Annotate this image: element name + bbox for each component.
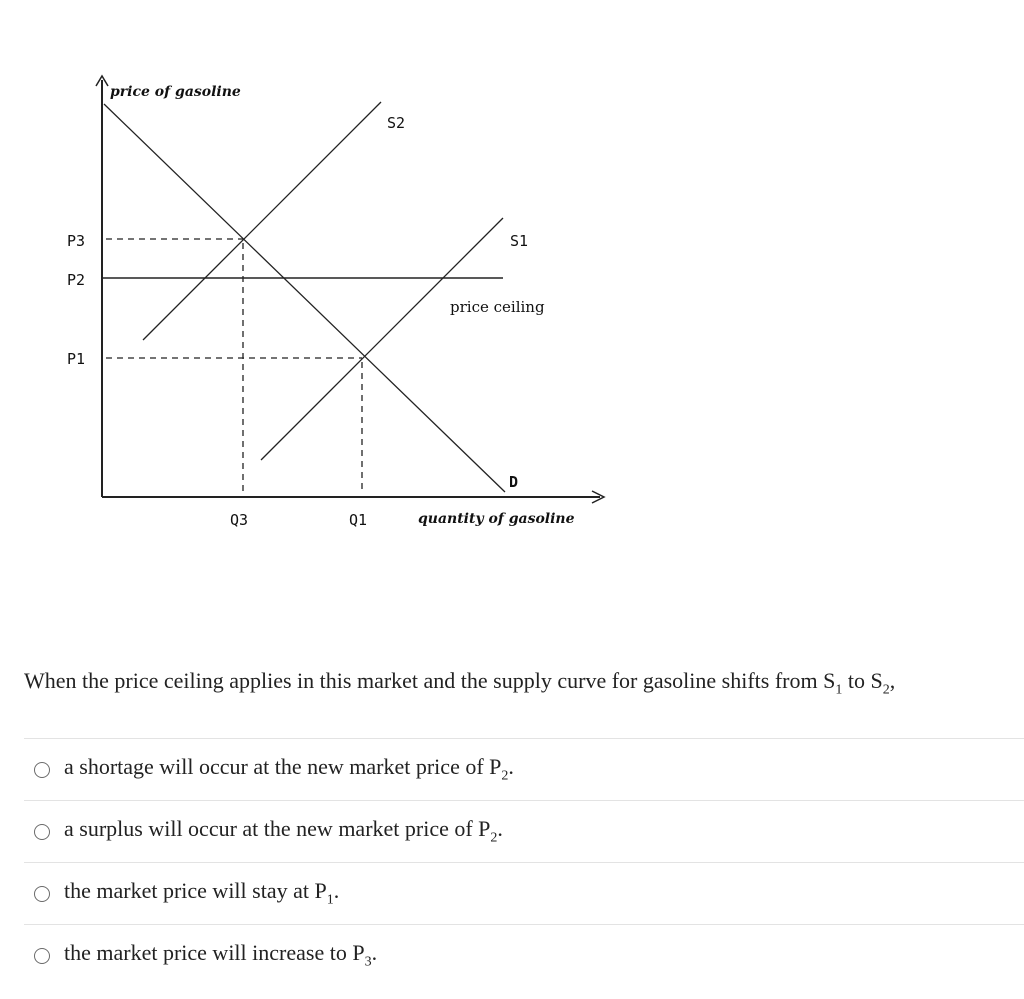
q3-label: Q3 <box>230 511 249 529</box>
question-part-3: , <box>889 668 896 693</box>
q1-label: Q1 <box>349 511 368 529</box>
radio-button[interactable] <box>34 762 50 778</box>
demand-curve <box>104 104 505 492</box>
p3-label: P3 <box>67 232 86 250</box>
option-sub: 1 <box>326 892 334 908</box>
p1-label: P1 <box>67 350 86 368</box>
option-label <box>64 816 503 846</box>
radio-button[interactable] <box>34 824 50 840</box>
option-label <box>64 754 514 784</box>
supply-curve-s2 <box>143 102 381 340</box>
option-label <box>64 940 377 970</box>
option-text: the market price will stay at P <box>64 878 327 904</box>
answer-option[interactable] <box>24 738 1024 800</box>
question-text <box>24 668 895 698</box>
question-sub-2: 2 <box>882 682 890 698</box>
option-label <box>64 878 339 908</box>
answer-option[interactable] <box>24 924 1024 986</box>
option-sub: 2 <box>490 830 498 846</box>
option-text: a shortage will occur at the new market price of P <box>64 754 502 780</box>
option-end: . <box>497 816 503 842</box>
option-text: the market price will increase to P <box>64 940 365 966</box>
supply-curve-s1 <box>261 218 503 460</box>
question-sub-1: 1 <box>835 682 843 698</box>
option-sub: 2 <box>501 768 509 784</box>
answer-option[interactable] <box>24 800 1024 862</box>
option-end: . <box>508 754 514 780</box>
s1-label: S1 <box>510 232 529 250</box>
x-axis-label: quantity of gasoline <box>418 511 575 527</box>
option-text: a surplus will occur at the new market price of P <box>64 816 491 842</box>
supply-demand-graph <box>0 0 640 560</box>
option-end: . <box>371 940 378 966</box>
s2-label: S2 <box>387 114 406 132</box>
radio-button[interactable] <box>34 948 50 964</box>
answer-option[interactable] <box>24 862 1024 924</box>
radio-button[interactable] <box>34 886 50 902</box>
answer-options <box>24 738 1024 986</box>
option-sub: 3 <box>364 954 372 970</box>
price-ceiling-label: price ceiling <box>450 298 545 316</box>
question-part-1: When the price ceiling applies in this market and the supply curve for gasoline shifts from S <box>24 668 836 693</box>
option-end: . <box>333 878 340 904</box>
p2-label: P2 <box>67 271 86 289</box>
question-part-2: to S <box>842 668 883 693</box>
d-label: D <box>509 473 519 491</box>
y-axis-label: price of gasoline <box>110 84 241 100</box>
